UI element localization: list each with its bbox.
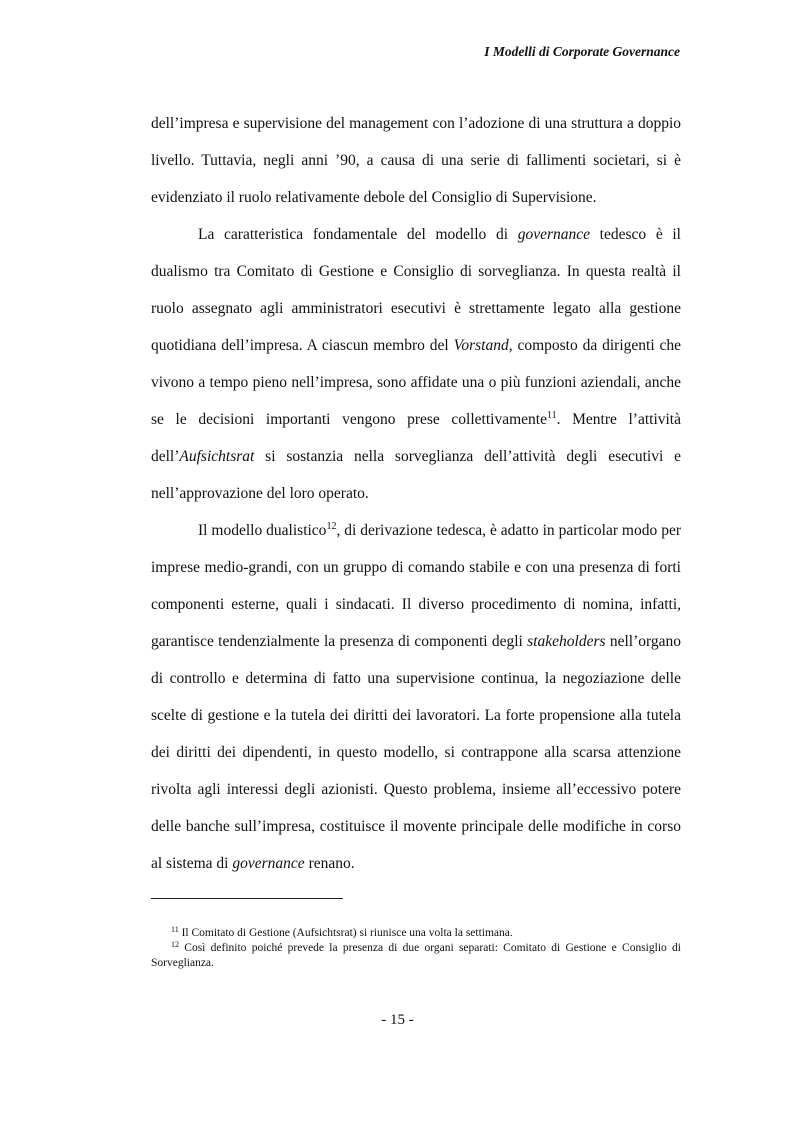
running-header: I Modelli di Corporate Governance	[484, 44, 680, 59]
footnotes	[151, 926, 681, 971]
paragraph-1: dell’impresa e supervisione del management con l’adozione di una struttura a doppio livello. Tuttavia, negli anni ’90, a causa di una serie di fallimenti societari, si è evidenziato il ruolo relativamente debole del Consiglio di Supervisione.	[151, 115, 681, 206]
footnote-ref-12[interactable]: 12	[326, 521, 337, 532]
footnote-ref-11[interactable]: 11	[546, 410, 557, 421]
footnote-11: $^{11}$ Il Comitato di Gestione (Aufsichtsrat) si riunisce una volta la settimana.	[171, 925, 513, 939]
paragraph-3: Il modello dualistico$^{12}$, di derivazione tedesca, è adatto in particolar modo per imprese medio-grandi, con un gruppo di comando stabile e con una presenza di forti componenti esterne, quali i sindacati. Il diverso procedimento di nomina, infatti, garantisce tendenzialmente la presenza di componenti degli stakeholders nell’organo di controllo e determina di fatto una supervisione continua, la negoziazione delle scelte di gestione e la tutela dei diritti dei lavoratori. La forte propensione alla tutela dei diritti dei dipendenti, in questo modello, si contrappone alla scarsa attenzione rivolta agli interessi degli azionisti. Questo problema, insieme all’eccessivo potere delle banche sull’impresa, costituisce il movente principale delle modifiche in corso al sistema di governance renano.	[151, 521, 682, 872]
body-text	[151, 105, 681, 882]
paragraph-2: La caratteristica fondamentale del modello di governance tedesco è il dualismo tra Comitato di Gestione e Consiglio di sorveglianza. In questa realtà il ruolo assegnato agli amministratori esecutivi è strettamente legato alla gestione quotidiana dell’impresa. A ciascun membro del Vorstand, composto da dirigenti che vivono a tempo pieno nell’impresa, sono affidate una o più funzioni aziendali, anche se le decisioni importanti vengono prese collettivamente$^{11}$. Mentre l’attività dell’Aufsichtsrat si sostanzia nella sorveglianza dell’attività degli esecutivi e nell’approvazione del loro operato.	[151, 226, 682, 502]
footnote-separator	[151, 898, 343, 899]
footnote-12: $^{12}$ Così definito poiché prevede la presenza di due organi separati: Comitato di Gestione e Consiglio di Sorveglianza.	[151, 940, 681, 969]
page-number: - 15 -	[381, 1012, 414, 1028]
